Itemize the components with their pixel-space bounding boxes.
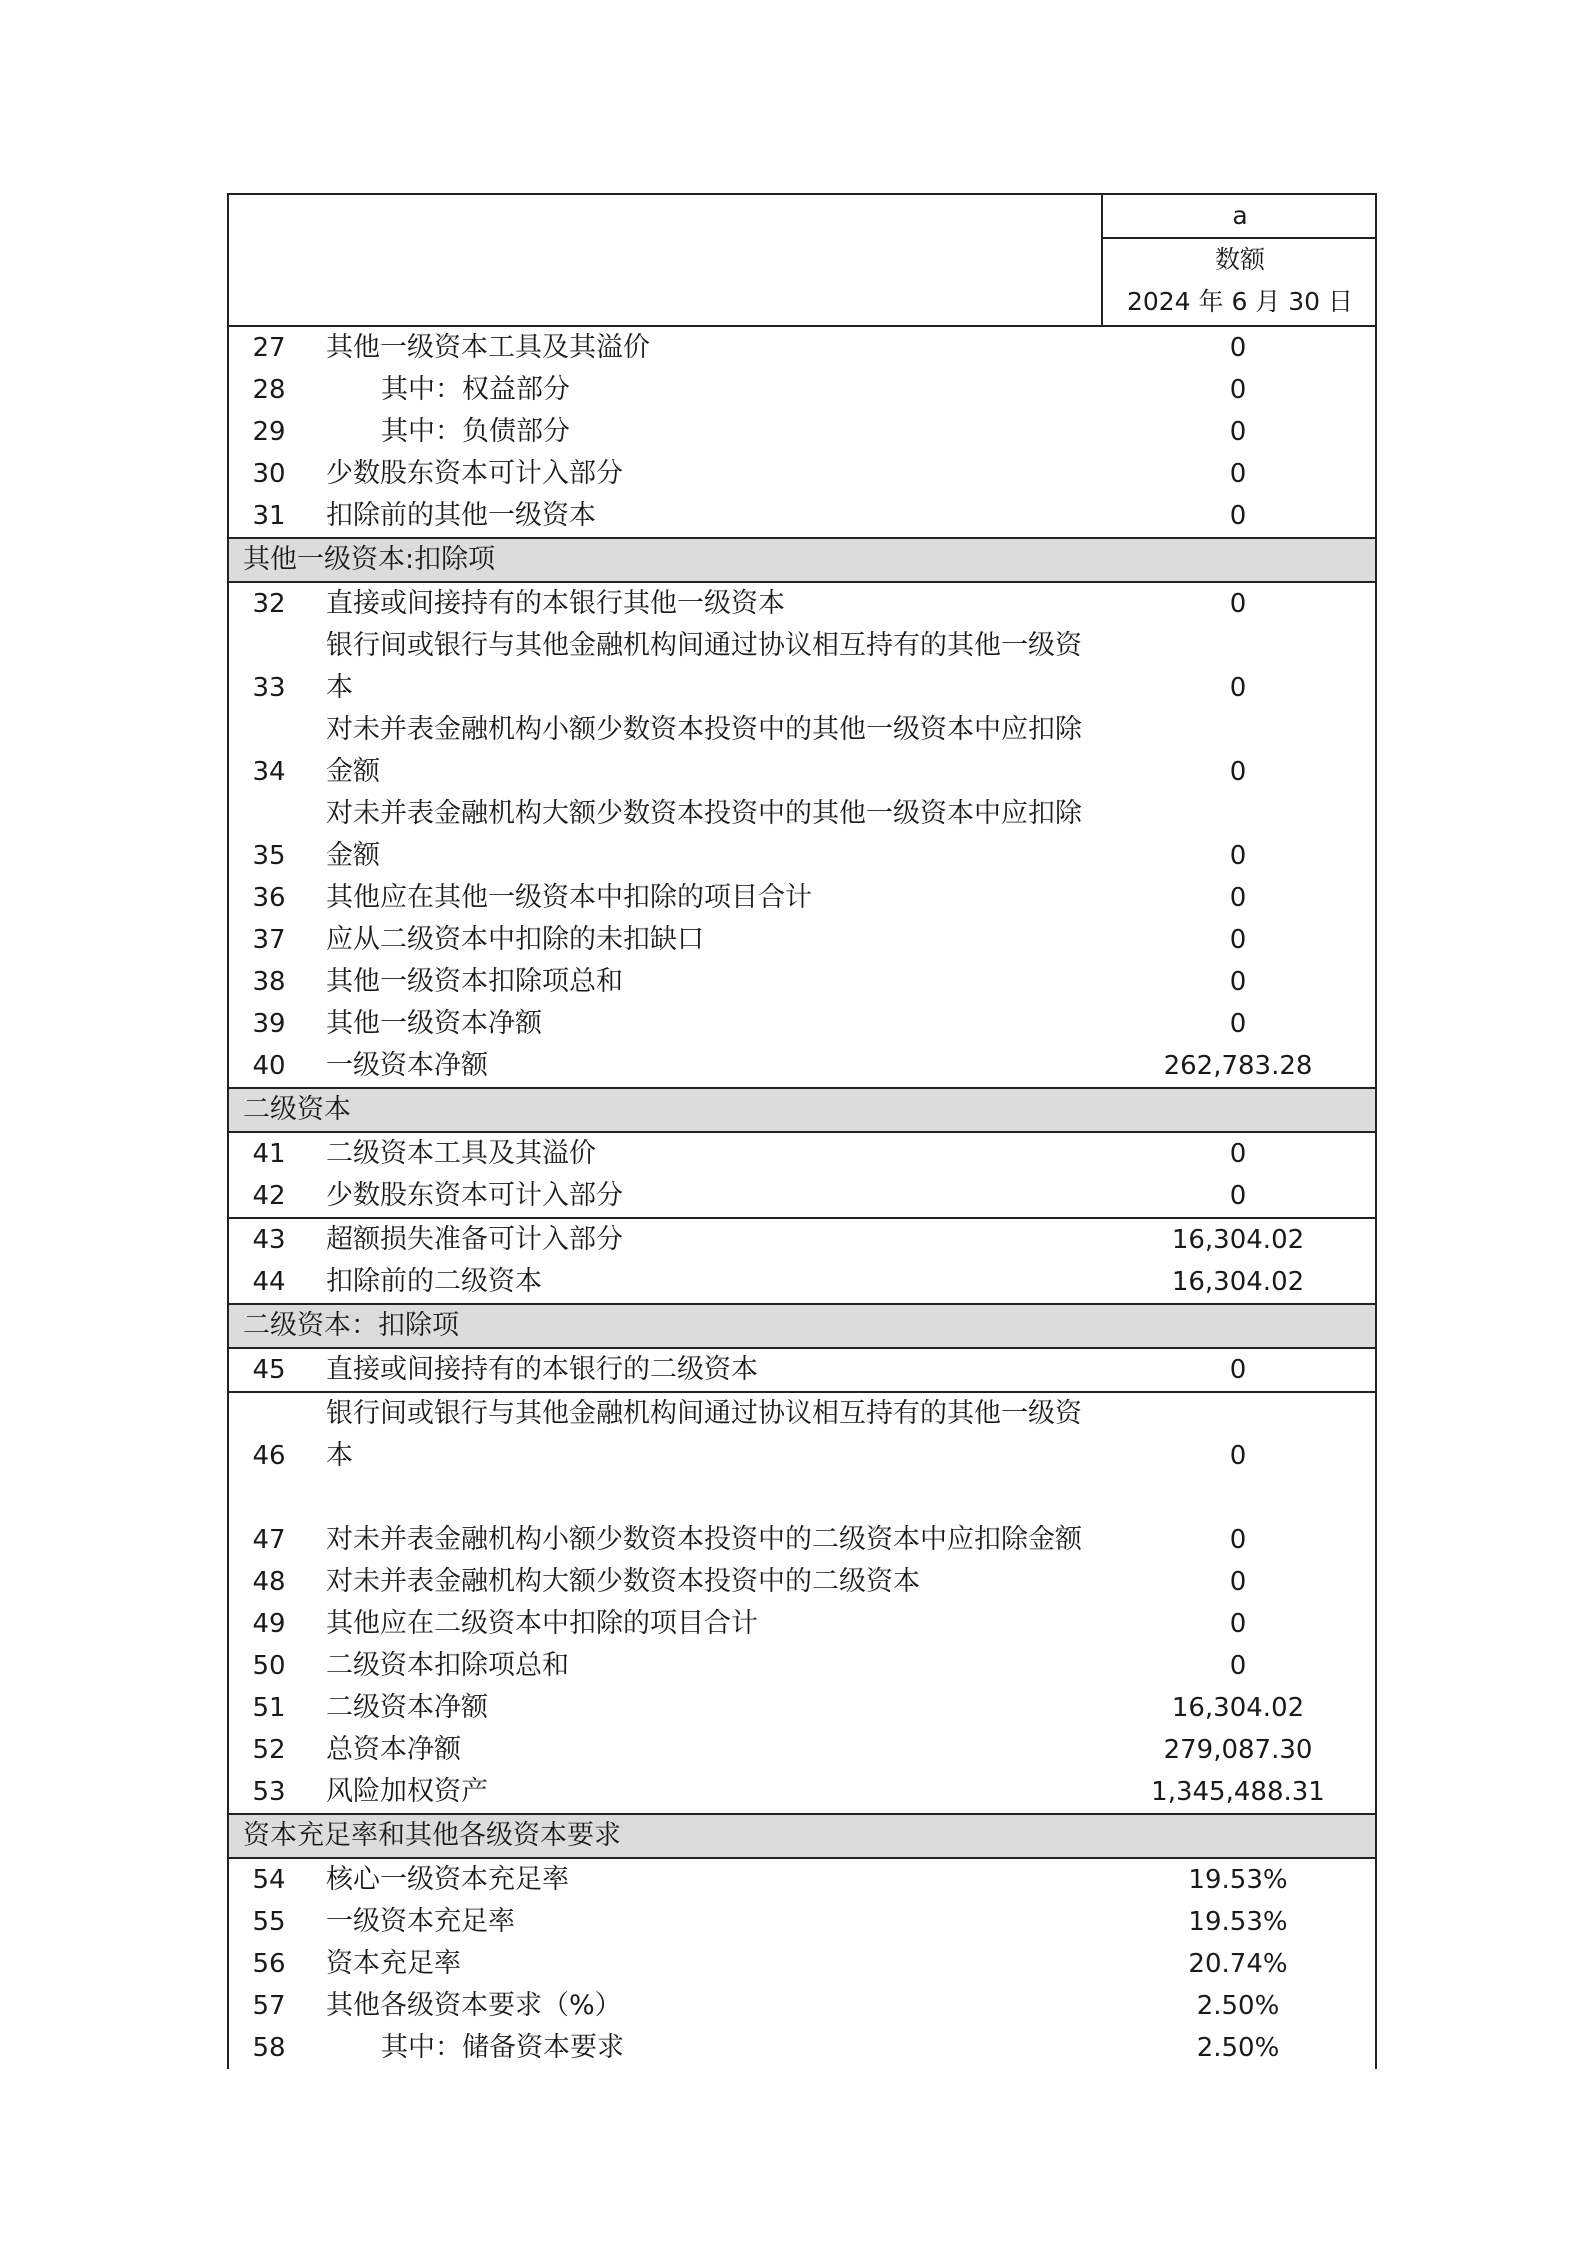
row-number: 44 <box>252 1267 286 1297</box>
row-label: 一级资本净额 <box>326 1050 488 1081</box>
row-value: 0 <box>1229 375 1247 405</box>
table-row <box>229 1943 1375 1985</box>
row-label: 其中：储备资本要求 <box>381 2032 624 2063</box>
row-value: 16,304.02 <box>1171 1225 1305 1255</box>
row-label: 二级资本工具及其溢价 <box>326 1138 596 1169</box>
row-value: 16,304.02 <box>1171 1693 1305 1723</box>
table-row <box>229 1477 1375 1561</box>
row-value: 1,345,488.31 <box>1151 1777 1325 1807</box>
table-row <box>229 1219 1375 1261</box>
row-value: 0 <box>1229 757 1247 787</box>
row-label: 超额损失准备可计入部分 <box>326 1224 623 1255</box>
row-label: 其他应在二级资本中扣除的项目合计 <box>326 1608 758 1639</box>
table-row <box>229 369 1375 411</box>
row-group <box>229 1219 1375 1305</box>
row-label: 总资本净额 <box>326 1734 461 1765</box>
row-number: 30 <box>252 459 286 489</box>
row-label: 直接或间接持有的本银行的二级资本 <box>326 1354 758 1385</box>
table-row <box>229 1603 1375 1645</box>
row-value: 0 <box>1229 1009 1247 1039</box>
row-value: 0 <box>1229 1651 1247 1681</box>
table-row <box>229 1349 1375 1391</box>
table-row <box>229 453 1375 495</box>
row-group <box>229 1393 1375 1815</box>
row-value: 0 <box>1229 673 1247 703</box>
row-number: 28 <box>252 375 286 405</box>
row-group <box>229 1859 1375 2069</box>
table-row <box>229 1261 1375 1303</box>
table-row <box>229 793 1375 877</box>
table-row <box>229 1133 1375 1175</box>
row-number: 31 <box>252 501 286 531</box>
row-value: 2.50% <box>1196 1991 1280 2021</box>
row-group <box>229 1133 1375 1219</box>
row-value: 0 <box>1229 1567 1247 1597</box>
row-number: 27 <box>252 333 286 363</box>
row-value: 0 <box>1229 1609 1247 1639</box>
row-number: 37 <box>252 925 286 955</box>
row-label: 一级资本充足率 <box>326 1906 515 1937</box>
column-date: 2024 年 6 月 30 日 <box>1126 287 1354 316</box>
row-value: 0 <box>1229 1525 1247 1555</box>
row-label: 直接或间接持有的本银行其他一级资本 <box>326 588 785 619</box>
row-number: 49 <box>252 1609 286 1639</box>
row-label: 少数股东资本可计入部分 <box>326 1180 623 1211</box>
row-value: 0 <box>1229 925 1247 955</box>
row-value: 19.53% <box>1188 1907 1288 1937</box>
row-label: 其他各级资本要求（%） <box>326 1990 622 2021</box>
row-label: 扣除前的其他一级资本 <box>326 500 596 531</box>
row-number: 52 <box>252 1735 286 1765</box>
row-group <box>229 1349 1375 1393</box>
row-number: 53 <box>252 1777 286 1807</box>
table-row <box>229 1045 1375 1087</box>
row-value: 19.53% <box>1188 1865 1288 1895</box>
row-value: 0 <box>1229 883 1247 913</box>
table-row <box>229 1687 1375 1729</box>
row-number: 39 <box>252 1009 286 1039</box>
row-number: 45 <box>252 1355 286 1385</box>
row-number: 29 <box>252 417 286 447</box>
section-header: 二级资本 <box>229 1089 1375 1133</box>
column-letter: a <box>1103 195 1377 239</box>
capital-table <box>227 193 1377 2069</box>
section-header: 其他一级资本:扣除项 <box>229 539 1375 583</box>
row-value: 0 <box>1229 1441 1247 1471</box>
table-row <box>229 1771 1375 1813</box>
row-number: 36 <box>252 883 286 913</box>
table-row <box>229 877 1375 919</box>
row-value: 0 <box>1229 589 1247 619</box>
table-row <box>229 1985 1375 2027</box>
row-number: 51 <box>252 1693 286 1723</box>
table-row <box>229 1901 1375 1943</box>
row-value: 0 <box>1229 1139 1247 1169</box>
row-label: 对未并表金融机构小额少数资本投资中的其他一级资本中应扣除金额 <box>326 714 1082 787</box>
row-label: 风险加权资产 <box>326 1776 488 1807</box>
row-label: 其他一级资本净额 <box>326 1008 542 1039</box>
row-label: 资本充足率 <box>326 1948 461 1979</box>
row-number: 40 <box>252 1051 286 1081</box>
row-number: 33 <box>252 673 286 703</box>
row-label: 其他应在其他一级资本中扣除的项目合计 <box>326 882 812 913</box>
row-value: 20.74% <box>1188 1949 1288 1979</box>
row-number: 58 <box>252 2033 286 2063</box>
row-value: 0 <box>1229 333 1247 363</box>
row-number: 55 <box>252 1907 286 1937</box>
row-value: 0 <box>1229 841 1247 871</box>
table-row <box>229 583 1375 625</box>
amount-column-header <box>1101 195 1377 325</box>
row-value: 0 <box>1229 967 1247 997</box>
table-row <box>229 495 1375 537</box>
row-value: 0 <box>1229 1355 1247 1385</box>
row-number: 41 <box>252 1139 286 1169</box>
row-label: 二级资本扣除项总和 <box>326 1650 569 1681</box>
row-number: 54 <box>252 1865 286 1895</box>
row-label: 核心一级资本充足率 <box>326 1864 569 1895</box>
row-label: 其中：负债部分 <box>381 416 570 447</box>
table-row <box>229 1645 1375 1687</box>
row-number: 34 <box>252 757 286 787</box>
row-label: 银行间或银行与其他金融机构间通过协议相互持有的其他一级资本 <box>326 630 1082 703</box>
row-label: 其中：权益部分 <box>381 374 570 405</box>
table-row <box>229 625 1375 709</box>
row-value: 279,087.30 <box>1163 1735 1313 1765</box>
table-header <box>229 195 1375 327</box>
table-row <box>229 1003 1375 1045</box>
row-number: 47 <box>252 1525 286 1555</box>
row-label: 其他一级资本工具及其溢价 <box>326 332 650 363</box>
table-row <box>229 411 1375 453</box>
column-title: 数额 <box>1214 245 1265 274</box>
row-number: 32 <box>252 589 286 619</box>
row-label: 对未并表金融机构小额少数资本投资中的二级资本中应扣除金额 <box>326 1524 1082 1555</box>
row-value: 16,304.02 <box>1171 1267 1305 1297</box>
row-number: 35 <box>252 841 286 871</box>
row-number: 56 <box>252 1949 286 1979</box>
row-label: 银行间或银行与其他金融机构间通过协议相互持有的其他一级资本 <box>326 1398 1082 1471</box>
row-value: 262,783.28 <box>1163 1051 1313 1081</box>
row-label: 对未并表金融机构大额少数资本投资中的二级资本 <box>326 1566 920 1597</box>
table-row <box>229 919 1375 961</box>
row-value: 0 <box>1229 1181 1247 1211</box>
row-value: 0 <box>1229 501 1247 531</box>
row-group <box>229 583 1375 1089</box>
table-body <box>229 327 1375 2069</box>
row-number: 50 <box>252 1651 286 1681</box>
row-number: 46 <box>252 1441 286 1471</box>
table-row <box>229 1729 1375 1771</box>
row-number: 42 <box>252 1181 286 1211</box>
row-number: 38 <box>252 967 286 997</box>
section-header: 资本充足率和其他各级资本要求 <box>229 1815 1375 1859</box>
table-row <box>229 2027 1375 2069</box>
row-label: 应从二级资本中扣除的未扣缺口 <box>326 924 704 955</box>
row-number: 43 <box>252 1225 286 1255</box>
row-group <box>229 327 1375 539</box>
row-number: 48 <box>252 1567 286 1597</box>
table-row <box>229 1859 1375 1901</box>
row-label: 其他一级资本扣除项总和 <box>326 966 623 997</box>
table-row <box>229 709 1375 793</box>
row-label: 对未并表金融机构大额少数资本投资中的其他一级资本中应扣除金额 <box>326 798 1082 871</box>
table-row <box>229 1175 1375 1217</box>
table-row <box>229 1393 1375 1477</box>
table-row <box>229 1561 1375 1603</box>
section-header: 二级资本：扣除项 <box>229 1305 1375 1349</box>
table-row <box>229 961 1375 1003</box>
row-value: 0 <box>1229 459 1247 489</box>
row-value: 2.50% <box>1196 2033 1280 2063</box>
row-value: 0 <box>1229 417 1247 447</box>
row-number: 57 <box>252 1991 286 2021</box>
row-label: 少数股东资本可计入部分 <box>326 458 623 489</box>
table-row <box>229 327 1375 369</box>
row-label: 扣除前的二级资本 <box>326 1266 542 1297</box>
row-label: 二级资本净额 <box>326 1692 488 1723</box>
